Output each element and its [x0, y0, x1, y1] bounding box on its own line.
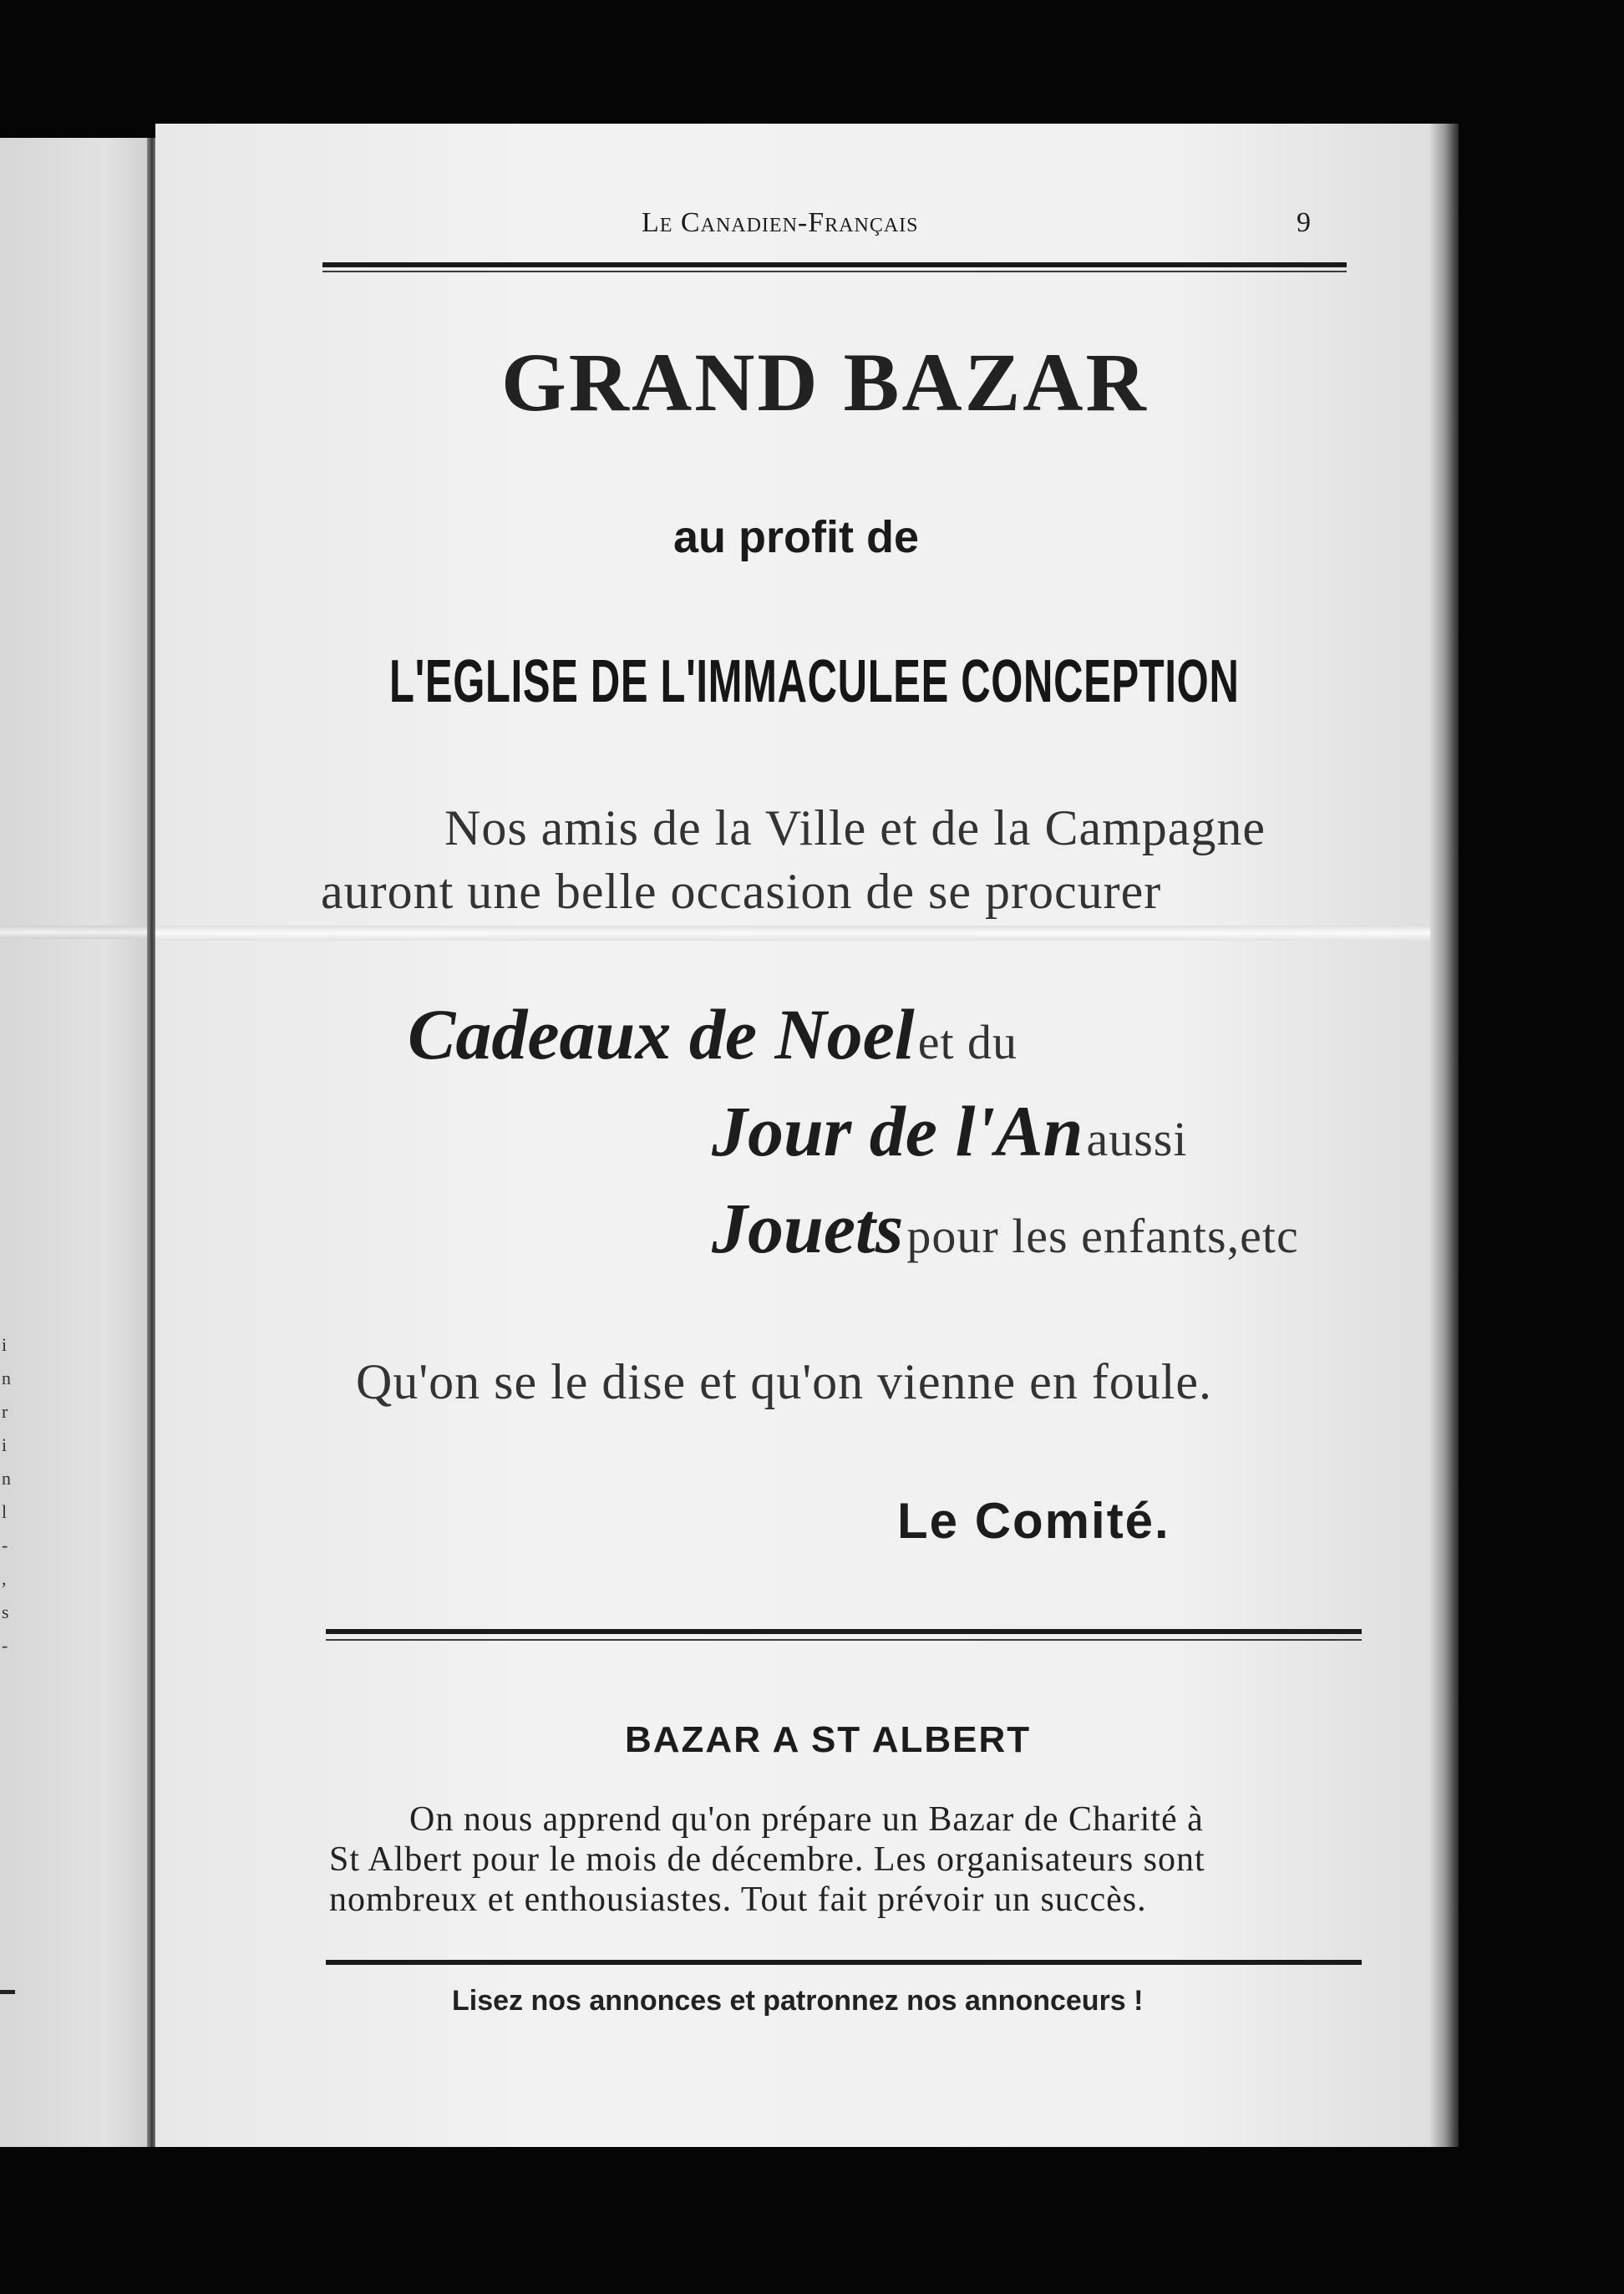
header-rule [322, 262, 1347, 267]
ad-signature: Le Comité. [897, 1493, 1170, 1549]
footer-rule [326, 1960, 1362, 1965]
ad-headline: GRAND BAZAR [501, 336, 1149, 429]
notice-line-1: On nous apprend qu'on prépare un Bazar de Charité à [409, 1800, 1204, 1839]
running-head: Le Canadien-Français [642, 207, 919, 238]
header-rule-thin [322, 271, 1347, 272]
facing-page [0, 138, 152, 2147]
ad-intro-line-2: auront une belle occasion de se procurer [321, 864, 1162, 919]
ad-item-toys [712, 1186, 1299, 1270]
facing-page-rule [0, 1990, 15, 1994]
notice-title: BAZAR A ST ALBERT [625, 1719, 1032, 1760]
facing-page-fold [0, 926, 152, 939]
ad-subhead: au profit de [673, 512, 919, 562]
ad-item-toys-title: Jouets [712, 1188, 904, 1268]
ad-item-gifts-title: Cadeaux de Noel [408, 994, 915, 1074]
page-number: 9 [1297, 207, 1311, 238]
ad-item-gifts [408, 992, 1018, 1076]
ad-item-toys-text: pour les enfants,etc [906, 1209, 1299, 1263]
section-rule [326, 1629, 1362, 1634]
ad-item-new-year-text: aussi [1086, 1112, 1188, 1166]
page-fold [155, 926, 1437, 941]
notice-line-2: St Albert pour le mois de décembre. Les organisateurs sont [329, 1840, 1205, 1879]
facing-page-margin-text: i n r i n l - , s - [2, 1334, 11, 1656]
page-edge [1430, 124, 1459, 2147]
ad-item-new-year-title: Jour de l'An [712, 1091, 1084, 1171]
ad-intro-line-1: Nos amis de la Ville et de la Campagne [444, 800, 1266, 855]
ad-item-new-year [712, 1089, 1187, 1173]
notice-line-3: nombreux et enthousiastes. Tout fait prévoir un succès. [329, 1880, 1147, 1919]
ad-closing-line: Qu'on se le dise et qu'on vienne en foule. [356, 1354, 1213, 1409]
ad-item-gifts-text: et du [917, 1015, 1018, 1069]
footer-note: Lisez nos annonces et patronnez nos annonceurs ! [452, 1985, 1144, 2017]
ad-church-name: L'EGLISE DE L'IMMACULEE CONCEPTION [389, 648, 1240, 715]
section-rule-thin [326, 1639, 1362, 1641]
